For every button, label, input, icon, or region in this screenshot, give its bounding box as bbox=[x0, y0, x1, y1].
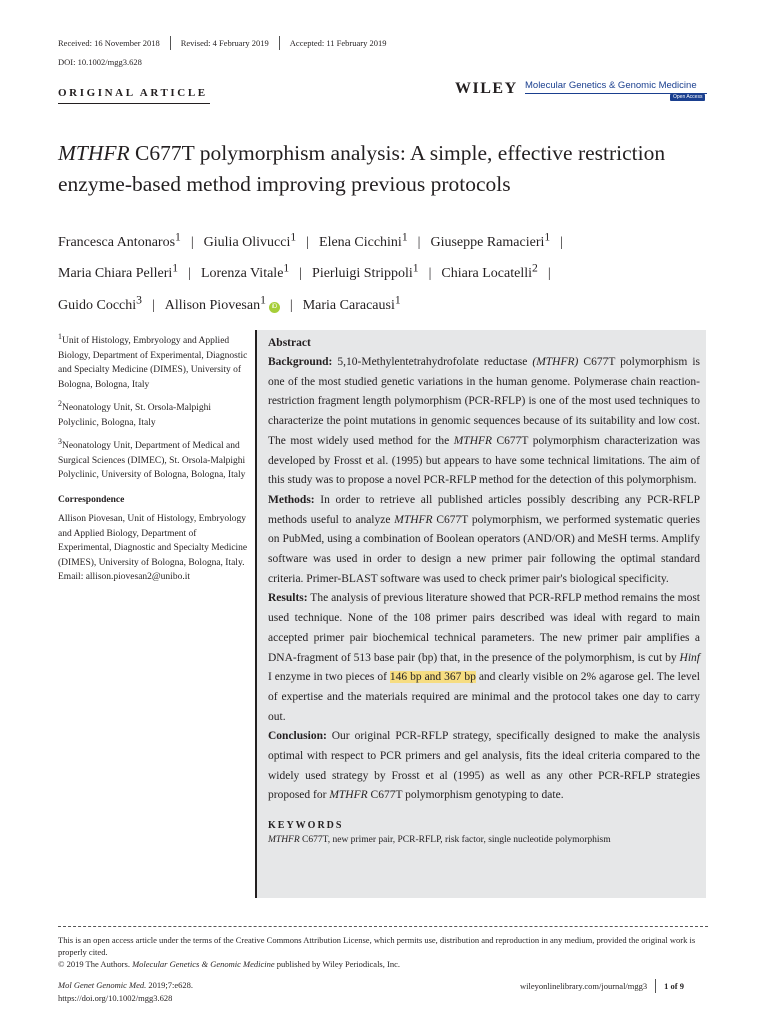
abstract-heading: Abstract bbox=[268, 337, 311, 349]
article-type-underline bbox=[58, 103, 210, 104]
keywords-list: MTHFR C677T, new primer pair, PCR-RFLP, risk factor, single nucleotide polymorphism bbox=[268, 835, 611, 846]
open-access-badge: Open Access bbox=[670, 94, 705, 101]
divider bbox=[655, 979, 656, 993]
title-gene: MTHFR bbox=[58, 141, 130, 165]
page-number: 1 of 9 bbox=[664, 981, 684, 991]
author[interactable]: Giuseppe Ramacieri$^1$ bbox=[430, 230, 551, 250]
publisher-logo: WILEY bbox=[455, 80, 518, 97]
author[interactable]: Pierluigi Strippoli$^1$ bbox=[312, 261, 419, 282]
abstract-box bbox=[255, 330, 706, 898]
keywords-heading: KEYWORDS bbox=[268, 820, 344, 832]
divider bbox=[279, 36, 280, 50]
author[interactable]: Lorenza Vitale$^1$ bbox=[200, 261, 290, 282]
title-text: C677T polymorphism analysis: A simple, effective restriction enzyme-based method improving previous protocols bbox=[58, 141, 666, 196]
license-notice: This is an open access article under the terms of the Creative Commons Attribution License, which permits use, distribution and reproduction in any medium, provided the original work is properly cited. © 2019 The Authors. Molecular Genetics & Genomic Medicine published by Wiley Periodicals, Inc. bbox=[58, 934, 708, 970]
abstract-conclusion: Conclusion: Our original PCR-RFLP strategy, specifically designed to make the analysis optimal with respect to PCR primers and gel analysis, fits the ideal criteria compared to the widely used strategy by Frosst et al (1995) as well as any other PCR-RFLP strategies proposed for MTHFR C677T polymorphism genotyping to date. bbox=[268, 730, 700, 802]
correspondence-text: Allison Piovesan, Unit of Histology, Embryology and Applied Biology, Department of Experimental, Diagnostic and Specialty Medicine (DIMES), University of Bologna, Bologna, Italy. Email: allison.piovesan2@unibo.it bbox=[58, 514, 248, 583]
journal-site-link[interactable]: wileyonlinelibrary.com/journal/mgg3 bbox=[520, 981, 648, 991]
revised-date: Revised: 4 February 2019 bbox=[180, 38, 269, 48]
abstract-results: Results: The analysis of previous literature showed that PCR-RFLP method remains the most used technique. None of the 108 primer pairs described was ideal with regard to main accepted primer pair biochemical technical parameters. The new primer pair amplifies a DNA-fragment of 513 base pair (bp) that, in the presence of the polymorphism, is cut by Hinf I enzyme in two pieces of 146 bp and 367 bp and clearly visible on 2% agarose gel. The level of expertise and the materials required are minimal and the protocol takes one day to carry out. bbox=[268, 592, 700, 723]
highlighted-text: 146 bp and 367 bp bbox=[389, 671, 476, 684]
author[interactable]: Elena Cicchini$^1$ bbox=[319, 230, 408, 250]
article-type: ORIGINAL ARTICLE bbox=[58, 87, 208, 99]
divider bbox=[170, 36, 171, 50]
author[interactable]: Maria Caracausi$^1$ bbox=[302, 293, 401, 313]
footer-divider bbox=[58, 926, 708, 927]
article-dates bbox=[58, 36, 387, 50]
correspondence-heading: Correspondence bbox=[58, 494, 125, 505]
footer-right bbox=[520, 979, 684, 993]
doi-link[interactable]: https://doi.org/10.1002/mgg3.628 bbox=[58, 993, 173, 1003]
affiliations bbox=[58, 330, 248, 590]
author[interactable]: Chiara Locatelli$^2$ bbox=[441, 261, 538, 282]
correspondence-email[interactable]: Email: allison.piovesan2@unibo.it bbox=[58, 572, 190, 583]
citation: Mol Genet Genomic Med. 2019;7:e628. https://doi.org/10.1002/mgg3.628 bbox=[58, 980, 194, 1003]
abstract-background: Background: 5,10-Methylentetrahydrofolate reductase (MTHFR) C677T polymorphism is one of the most studied genetic variations in the human genome. Polymerase chain reaction-restriction fragment length polymorphism (PCR-RFLP) is one of the most used techniques to characterize the point mutations in genomic sequences because of its suitability and low cost. The most widely used method for the MTHFR C677T polymorphism characterization was developed by Frosst et al. (1995) but appears to have some technical limitations. The aim of this study was to propose a novel PCR-RFLP method for the detection of this polymorphism. bbox=[268, 356, 700, 487]
author[interactable]: Maria Chiara Pelleri$^1$ bbox=[58, 261, 179, 282]
journal-name: Molecular Genetics & Genomic Medicine bbox=[525, 80, 697, 91]
article-title bbox=[58, 138, 718, 200]
affiliation: $^3$Neonatology Unit, Department of Medical and Surgical Sciences (DIMEC), St. Orsola-Malpighi Polyclinic, University of Bologna, Bologna, Italy bbox=[58, 437, 246, 481]
orcid-icon[interactable]: iD bbox=[269, 302, 280, 313]
author[interactable]: Francesca Antonaros$^1$ bbox=[58, 230, 181, 250]
author[interactable]: Guido Cocchi$^3$ bbox=[58, 293, 142, 313]
doi: DOI: 10.1002/mgg3.628 bbox=[58, 57, 142, 67]
received-date: Received: 16 November 2018 bbox=[58, 38, 160, 48]
accepted-date: Accepted: 11 February 2019 bbox=[289, 38, 387, 48]
author[interactable]: Giulia Olivucci$^1$ bbox=[203, 230, 297, 250]
author-list: Francesca Antonaros$^1$ | Giulia Olivucci$^1$ | Elena Cicchini$^1$ | Giuseppe Ramacieri$^1$ | Maria Chiara Pelleri$^1$ | Lorenza Vitale$^1$ | Pierluigi Strippoli$^1$ | Chiara Locatelli$^2$ | Guido Cocchi$^3$ | Allison Piovesan$^1$iD | Maria Caracausi$^1$ bbox=[58, 230, 564, 313]
affiliation: $^1$Unit of Histology, Embryology and Applied Biology, Department of Experimental, Diagnostic and Specialty Medicine (DIMES), University of Bologna, Bologna, Italy bbox=[58, 332, 248, 390]
abstract-methods: Methods: In order to retrieve all published articles possibly describing any PCR-RFLP methods useful to analyze MTHFR C677T polymorphism, we performed systematic queries on PubMed, using a combination of Boolean operators (AND/OR) and MeSH terms. Amplify software was used in order to design a new primer pair following the optimal standard criteria. Primer-BLAST software was used to check primer pair's biological specificity. bbox=[268, 493, 700, 585]
author[interactable]: Allison Piovesan$^1$ bbox=[164, 293, 266, 313]
copyright: © 2019 The Authors. Molecular Genetics & Genomic Medicine published by Wiley Periodicals, Inc. bbox=[58, 959, 400, 969]
affiliation: $^2$Neonatology Unit, St. Orsola-Malpighi Polyclinic, Bologna, Italy bbox=[58, 399, 212, 428]
